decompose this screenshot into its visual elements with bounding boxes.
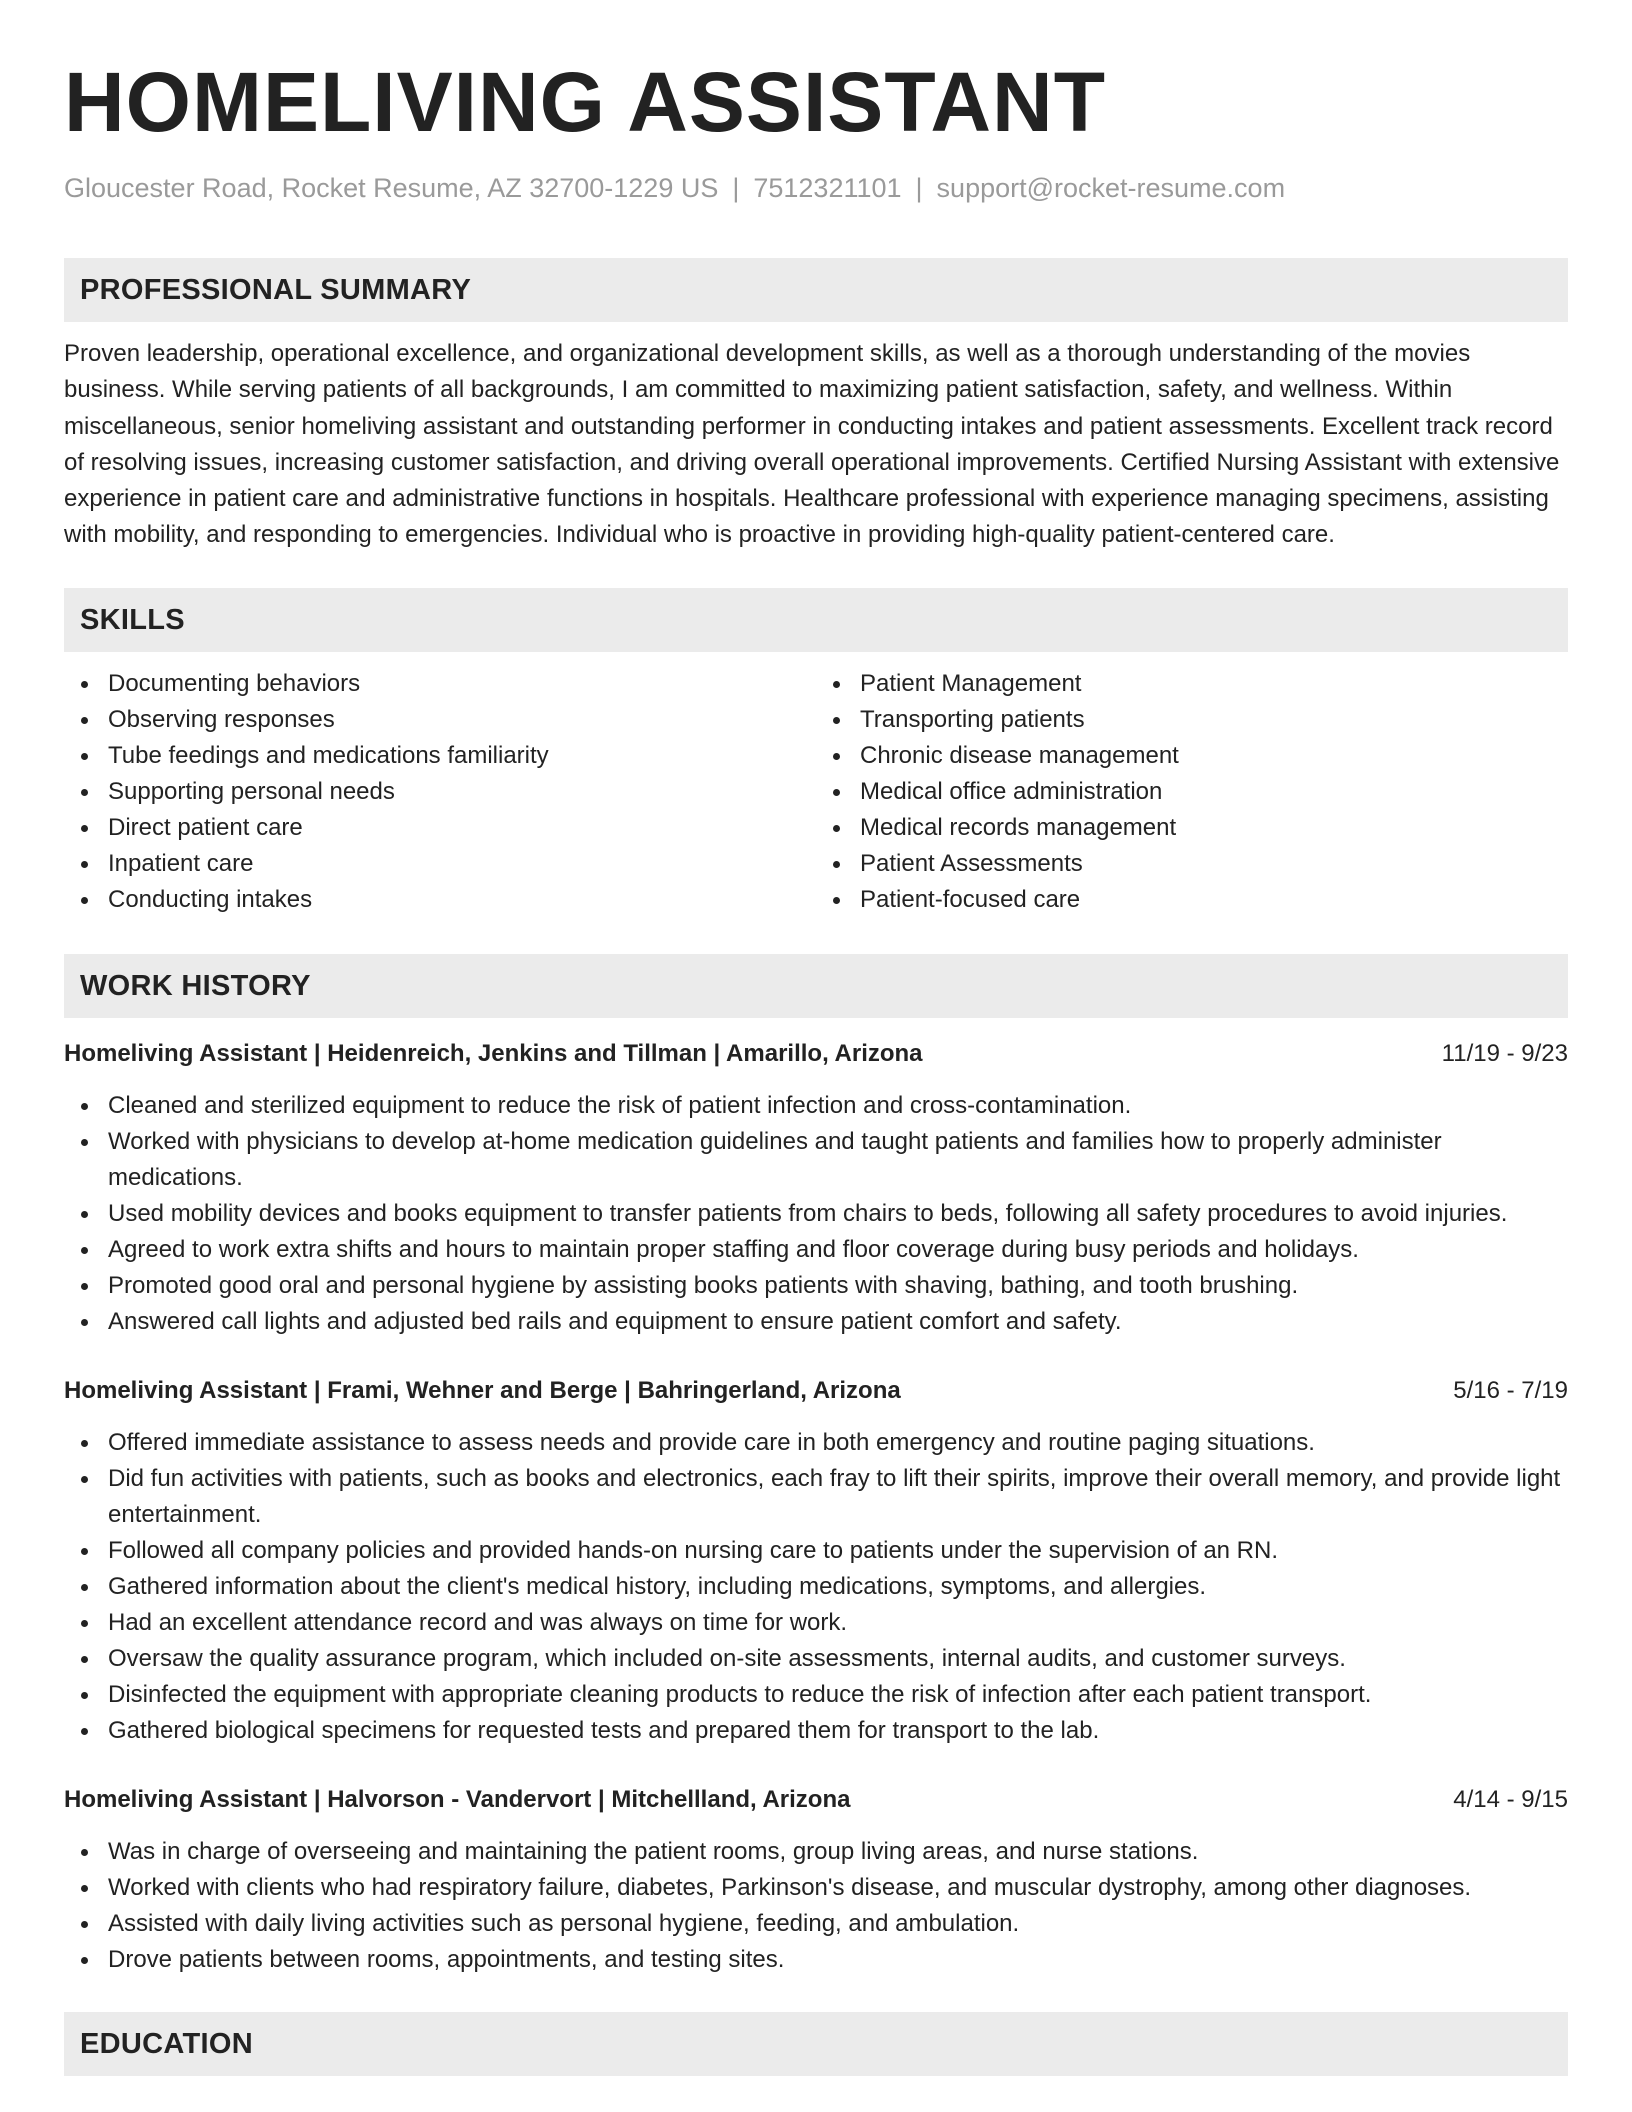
skill-item: Chronic disease management <box>860 738 1568 774</box>
job-entry <box>64 1373 1568 1749</box>
job-dates: 4/14 - 9/15 <box>1453 1785 1568 1813</box>
job-bullet: Used mobility devices and books equipment to transfer patients from chairs to beds, following all safety procedures to avoid injuries. <box>108 1196 1568 1232</box>
skills-list <box>64 666 1568 918</box>
section-heading-work-history: WORK HISTORY <box>64 954 1568 1018</box>
resume-page <box>64 0 1568 2076</box>
job-title: Homeliving Assistant | Heidenreich, Jenkins and Tillman | Amarillo, Arizona <box>64 1039 923 1067</box>
job-header <box>64 1373 1568 1409</box>
job-bullet: Offered immediate assistance to assess needs and provide care in both emergency and routine paging situations. <box>108 1425 1568 1461</box>
section-heading-summary: PROFESSIONAL SUMMARY <box>64 258 1568 322</box>
job-bullet: Oversaw the quality assurance program, which included on-site assessments, internal audits, and customer surveys. <box>108 1641 1568 1677</box>
skill-item: Patient Assessments <box>860 846 1568 882</box>
summary-text: Proven leadership, operational excellence, and organizational development skills, as well as a thorough understanding of the movies business. While serving patients of all backgrounds, I am committed to maximizing patient satisfaction, safety, and wellness. Within miscellaneous, senior homeliving assistant and outstanding performer in conducting intakes and patient assessments. Excellent track record of resolving issues, increasing customer satisfaction, and driving overall operational improvements. Certified Nursing Assistant with extensive experience in patient care and administrative functions in hospitals. Healthcare professional with experience managing specimens, assisting with mobility, and responding to emergencies. Individual who is proactive in providing high-quality patient-centered care. <box>64 340 1560 549</box>
skill-item: Medical office administration <box>860 774 1568 810</box>
skill-item: Patient-focused care <box>860 882 1568 918</box>
job-dates: 11/19 - 9/23 <box>1441 1039 1568 1067</box>
job-bullet: Worked with physicians to develop at-home medication guidelines and taught patients and families how to properly administer medications. <box>108 1124 1568 1196</box>
job-bullet: Had an excellent attendance record and was always on time for work. <box>108 1605 1568 1641</box>
job-bullets <box>64 1425 1568 1749</box>
job-bullet: Cleaned and sterilized equipment to reduce the risk of patient infection and cross-contamination. <box>108 1088 1568 1124</box>
job-bullet: Promoted good oral and personal hygiene by assisting books patients with shaving, bathing, and tooth brushing. <box>108 1268 1568 1304</box>
skill-item: Inpatient care <box>108 846 816 882</box>
job-dates: 5/16 - 7/19 <box>1453 1376 1568 1404</box>
skills-column-left <box>64 666 816 918</box>
contact-phone: 7512321101 <box>753 173 902 203</box>
section-heading-education: EDUCATION <box>64 2012 1568 2076</box>
job-entry <box>64 1782 1568 1978</box>
job-header <box>64 1036 1568 1072</box>
skill-item: Conducting intakes <box>108 882 816 918</box>
job-bullet: Worked with clients who had respiratory failure, diabetes, Parkinson's disease, and muscular dystrophy, among other diagnoses. <box>108 1870 1568 1906</box>
job-bullet: Agreed to work extra shifts and hours to maintain proper staffing and floor coverage during busy periods and holidays. <box>108 1232 1568 1268</box>
job-bullet: Assisted with daily living activities such as personal hygiene, feeding, and ambulation. <box>108 1906 1568 1942</box>
job-title: Homeliving Assistant | Frami, Wehner and Berge | Bahringerland, Arizona <box>64 1376 901 1404</box>
job-bullet: Gathered biological specimens for requested tests and prepared them for transport to the lab. <box>108 1713 1568 1749</box>
job-entry <box>64 1036 1568 1340</box>
skill-item: Direct patient care <box>108 810 816 846</box>
skill-item: Documenting behaviors <box>108 666 816 702</box>
job-bullet: Drove patients between rooms, appointments, and testing sites. <box>108 1942 1568 1978</box>
skill-item: Transporting patients <box>860 702 1568 738</box>
job-header <box>64 1782 1568 1818</box>
contact-separator: | <box>732 173 740 203</box>
job-bullets <box>64 1088 1568 1340</box>
section-heading-skills: SKILLS <box>64 588 1568 652</box>
job-bullet: Gathered information about the client's medical history, including medications, symptoms, and allergies. <box>108 1569 1568 1605</box>
contact-email: support@rocket-resume.com <box>936 173 1286 203</box>
job-bullet: Did fun activities with patients, such as books and electronics, each fray to lift their spirits, improve their overall memory, and provide light entertainment. <box>108 1461 1568 1533</box>
contact-line <box>64 170 1568 206</box>
skill-item: Patient Management <box>860 666 1568 702</box>
job-bullet: Disinfected the equipment with appropriate cleaning products to reduce the risk of infection after each patient transport. <box>108 1677 1568 1713</box>
contact-separator: | <box>915 173 923 203</box>
job-title: Homeliving Assistant | Halvorson - Vandervort | Mitchellland, Arizona <box>64 1785 851 1813</box>
skill-item: Tube feedings and medications familiarity <box>108 738 816 774</box>
job-bullet: Was in charge of overseeing and maintaining the patient rooms, group living areas, and nurse stations. <box>108 1834 1568 1870</box>
skill-item: Supporting personal needs <box>108 774 816 810</box>
candidate-name: HOMELIVING ASSISTANT <box>64 55 1107 149</box>
job-bullets <box>64 1834 1568 1978</box>
skills-column-right <box>816 666 1568 918</box>
job-bullet: Followed all company policies and provided hands-on nursing care to patients under the supervision of an RN. <box>108 1533 1568 1569</box>
job-bullet: Answered call lights and adjusted bed rails and equipment to ensure patient comfort and safety. <box>108 1304 1568 1340</box>
skill-item: Medical records management <box>860 810 1568 846</box>
contact-address: Gloucester Road, Rocket Resume, AZ 32700-1229 US <box>64 173 719 203</box>
skill-item: Observing responses <box>108 702 816 738</box>
